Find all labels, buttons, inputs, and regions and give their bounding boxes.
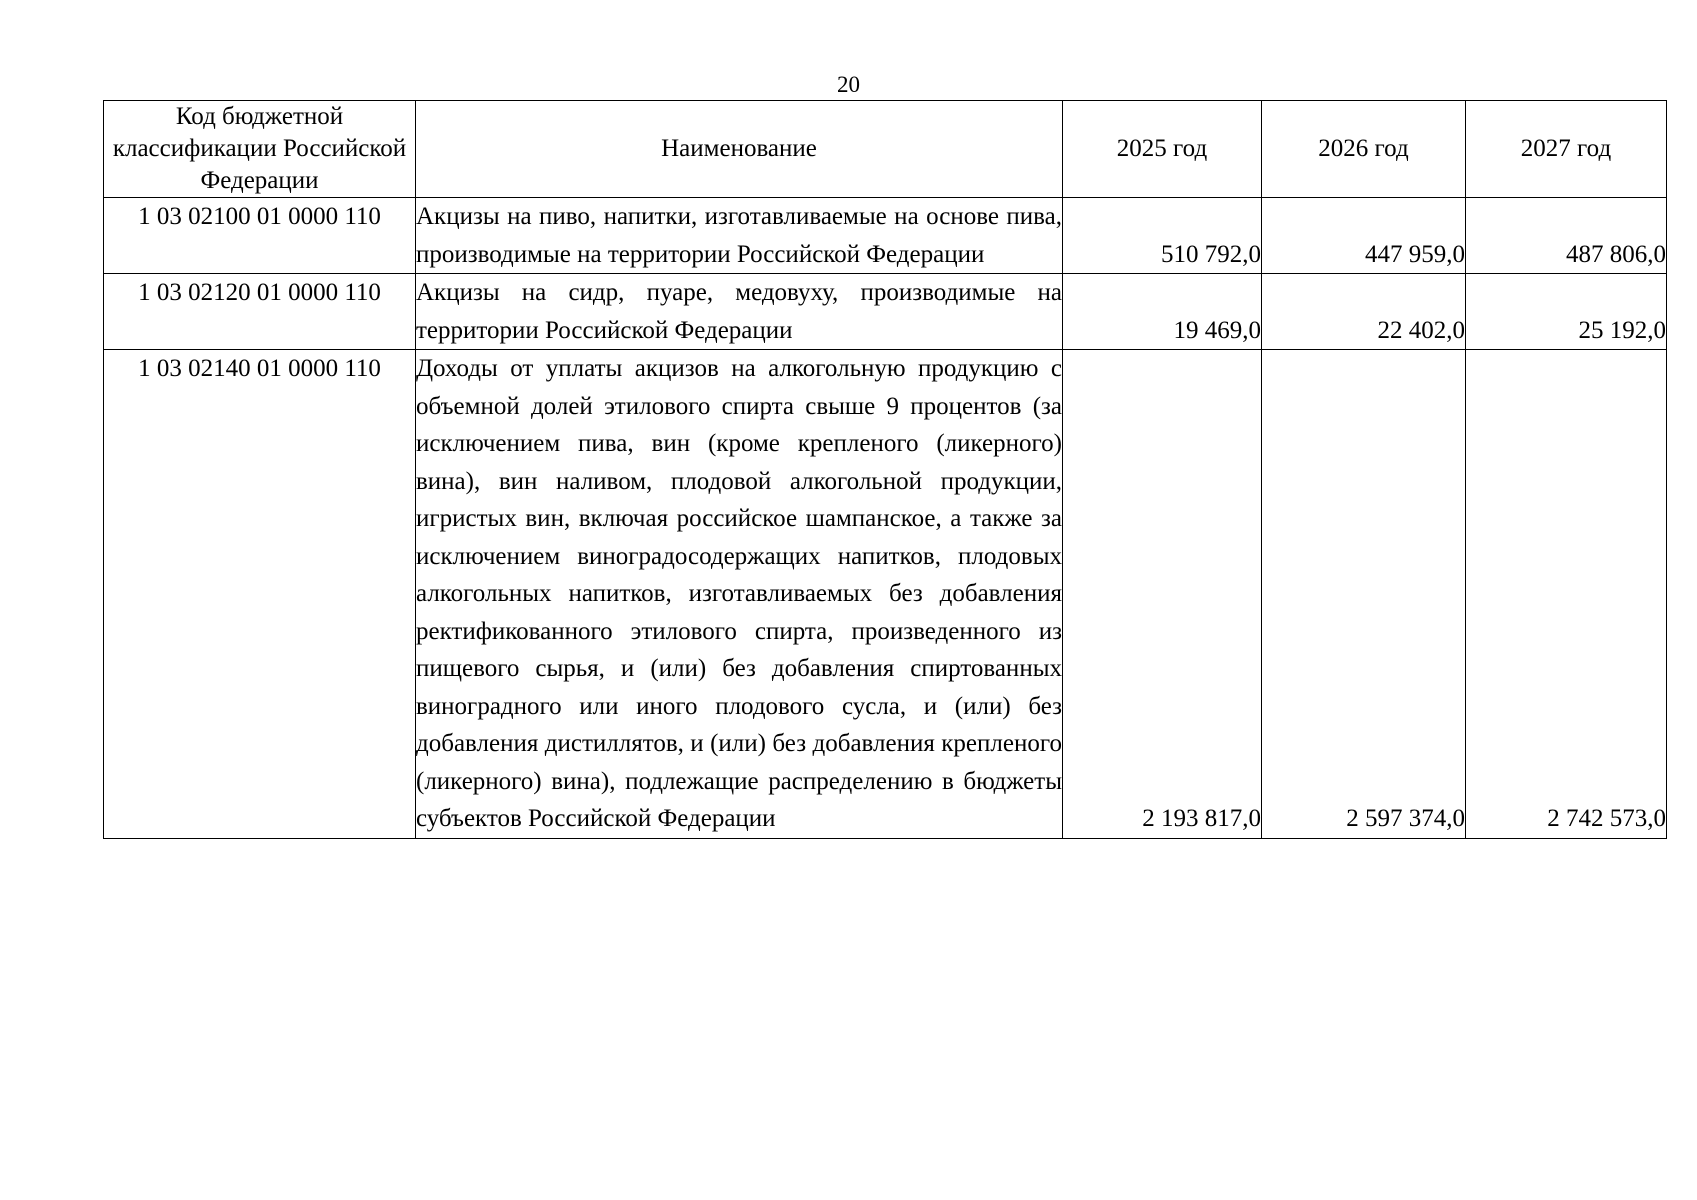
row-code: 1 03 02100 01 0000 110 xyxy=(104,198,416,274)
table-header-row xyxy=(104,101,1667,198)
row-name: Акцизы на сидр, пуаре, медовуху, производимые на территории Российской Федерации xyxy=(416,274,1063,350)
row-value-2027: 25 192,0 xyxy=(1466,274,1667,350)
header-year-2025: 2025 год xyxy=(1063,101,1262,198)
row-value-2025: 510 792,0 xyxy=(1063,198,1262,274)
row-code: 1 03 02120 01 0000 110 xyxy=(104,274,416,350)
row-value-2026: 2 597 374,0 xyxy=(1262,350,1466,839)
row-value-2026: 447 959,0 xyxy=(1262,198,1466,274)
header-year-2026: 2026 год xyxy=(1262,101,1466,198)
row-code: 1 03 02140 01 0000 110 xyxy=(104,350,416,839)
row-value-2026: 22 402,0 xyxy=(1262,274,1466,350)
table-row xyxy=(104,274,1667,350)
row-value-2027: 487 806,0 xyxy=(1466,198,1667,274)
table-row xyxy=(104,198,1667,274)
header-year-2027: 2027 год xyxy=(1466,101,1667,198)
row-value-2025: 19 469,0 xyxy=(1063,274,1262,350)
budget-revenue-table xyxy=(103,100,1667,839)
page-number: 20 xyxy=(837,72,860,97)
row-name: Акцизы на пиво, напитки, изготавливаемые на основе пива, производимые на территории Российской Федерации xyxy=(416,198,1063,274)
row-name: Доходы от уплаты акцизов на алкогольную продукцию с объемной долей этилового спирта свыше 9 процентов (за исключением пива, вин (кроме крепленого (ликерного) вина), вин наливом, плодовой алкогольной продукции, игристых вин, включая российское шампанское, а также за исключением виноградосодержащих напитков, плодовых алкогольных напитков, изготавливаемых без добавления ректификованного этилового спирта, произведенного из пищевого сырья, и (или) без добавления спиртованных виноградного или иного плодового сусла, и (или) без добавления дистиллятов, и (или) без добавления крепленого (ликерного) вина), подлежащие распределению в бюджеты субъектов Российской Федерации xyxy=(416,350,1063,839)
row-value-2027: 2 742 573,0 xyxy=(1466,350,1667,839)
row-value-2025: 2 193 817,0 xyxy=(1063,350,1262,839)
header-code: Код бюджетной классификации Российской Федерации xyxy=(104,101,416,198)
header-name: Наименование xyxy=(416,101,1063,198)
table-row xyxy=(104,350,1667,839)
